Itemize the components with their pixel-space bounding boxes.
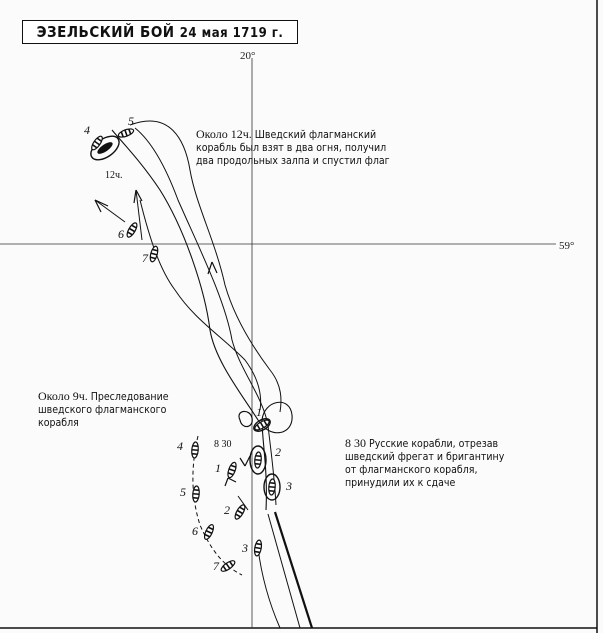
title-name: ЭЗЕЛЬСКИЙ БОЙ xyxy=(36,23,175,41)
ship-label-n7: 7 xyxy=(142,251,148,265)
note-nine-text: Преследование шведского флагманского корабля xyxy=(38,391,169,429)
russian-southern-line xyxy=(193,436,242,575)
swede-label-2: 2 xyxy=(275,445,281,459)
arrow-n xyxy=(134,190,142,203)
ship-sw2 xyxy=(254,452,262,468)
ships xyxy=(90,127,276,573)
swede-label-3: 3 xyxy=(286,479,292,493)
ship-n6 xyxy=(125,221,139,238)
ship-m2 xyxy=(233,503,247,520)
ship-s7 xyxy=(220,559,237,573)
ship-label-m3: 3 xyxy=(242,541,248,555)
time-12-label: 12ч. xyxy=(105,170,123,181)
ship-label-m2: 2 xyxy=(224,503,230,517)
longitude-label: 20° xyxy=(240,50,256,62)
arrow-mid xyxy=(208,262,217,274)
latitude-label: 59° xyxy=(559,240,575,252)
ship-s6 xyxy=(203,523,216,540)
swede-label-1: 1 xyxy=(256,405,262,419)
ship-label-n6: 6 xyxy=(118,227,124,241)
arrow-sw xyxy=(225,478,236,486)
ship-m3 xyxy=(253,540,262,557)
note-nine-time: Около 9ч. xyxy=(38,389,88,403)
track-south-3 xyxy=(258,548,280,628)
time-830-map: 8 30 xyxy=(214,439,232,450)
note-noon-text: Шведский флагманский корабль был взят в два огня, получил два продольных залпа и спустил флаг xyxy=(196,129,390,167)
note-noon-time: Около 12ч. xyxy=(196,127,252,141)
ship-n5 xyxy=(117,127,134,138)
ship-label-n4: 4 xyxy=(84,123,90,137)
ship-label-s4: 4 xyxy=(177,439,183,453)
russian-track-left xyxy=(140,200,261,410)
arrow-nw-1-shaft xyxy=(95,200,125,222)
ship-label-s5: 5 xyxy=(180,485,186,499)
note-830-time: 8 30 xyxy=(345,436,366,450)
track-south-1 xyxy=(275,512,312,628)
note-830-text: Русские корабли, отрезав шведский фрегат и бригантину от флагманского корабля, принудили их к сдаче xyxy=(345,438,505,489)
ship-label-s6: 6 xyxy=(192,524,198,538)
arrow-up xyxy=(240,456,250,466)
arrow-n-shaft xyxy=(136,190,142,240)
ship-label-n5: 5 xyxy=(128,114,134,128)
note-noon xyxy=(196,128,396,168)
note-nine xyxy=(38,390,188,430)
ship-m1 xyxy=(226,461,237,478)
note-eight-thirty xyxy=(345,437,505,490)
title-date: 24 мая 1719 г. xyxy=(179,26,284,41)
ship-label-m1: 1 xyxy=(215,461,221,475)
loop-mark xyxy=(239,411,252,426)
ship-n7 xyxy=(149,245,159,262)
ship-label-s7: 7 xyxy=(213,559,219,573)
ship-s4 xyxy=(191,442,199,458)
